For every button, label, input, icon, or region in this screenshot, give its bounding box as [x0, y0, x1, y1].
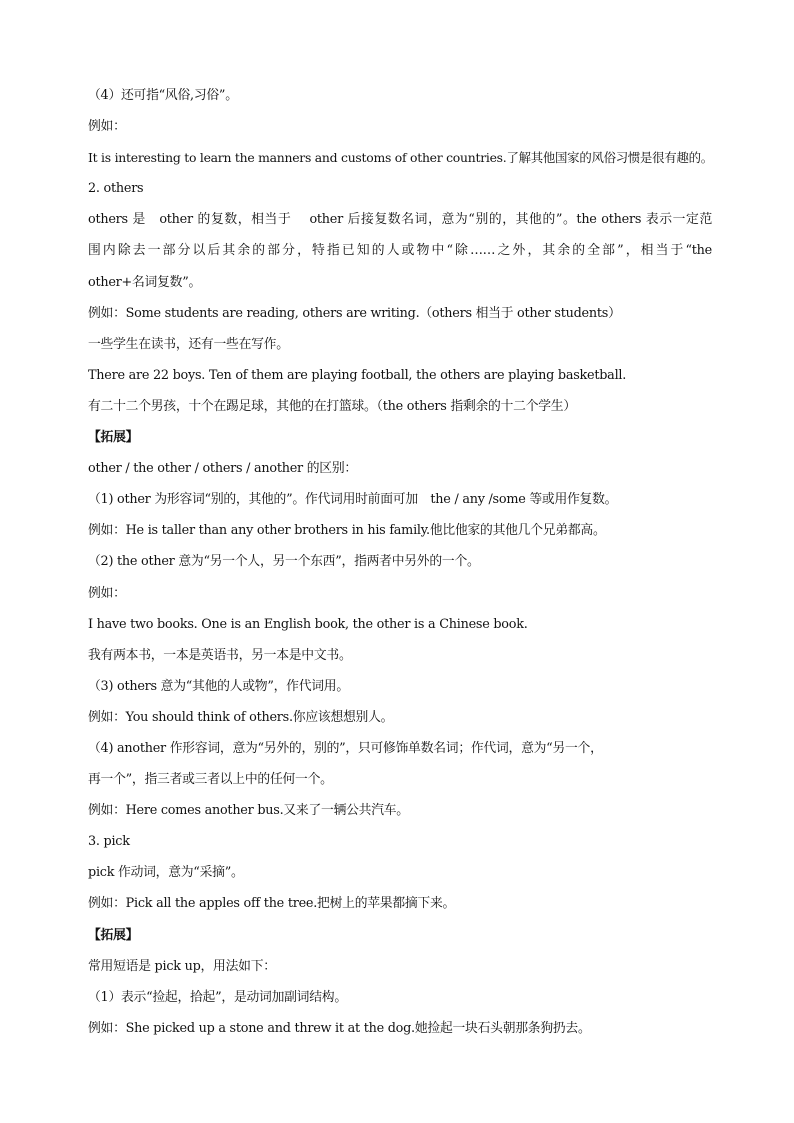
document-page — [88, 80, 712, 1044]
text-line: （2) the other 意为“另一个人，另一个东西”，指两者中另外的一个。 — [88, 554, 480, 570]
text-line: 我有两本书，一本是英语书，另一本是中文书。 — [88, 647, 352, 663]
text-line: 例如：She picked up a stone and threw it at the dog.她捡起一块石头朝那条狗扔去。 — [88, 1020, 591, 1036]
text-line: （1）表示“捡起，拾起”，是动词加副词结构。 — [88, 989, 347, 1005]
text-line: （4）还可指“风俗,习俗”。 — [88, 88, 238, 103]
text-line: （3) others 意为“其他的人或物”，作代词用。 — [88, 678, 349, 694]
section-heading: 3. pick — [88, 834, 130, 850]
text-line: 围内除去一部分以后其余的部分，特指已知的人或物中“除……之外，其余的全部”，相当于“the — [88, 243, 712, 259]
extension-heading: 【拓展】 — [88, 927, 139, 943]
text-line: others 是 other 的复数，相当于 other 后接复数名词，意为“别的，其他的”。the others 表示一定范 — [88, 212, 712, 228]
section-heading: 2. others — [88, 181, 144, 197]
text-line: I have two books. One is an English book, the other is a Chinese book. — [88, 616, 528, 632]
text-line: 一些学生在读书，还有一些在写作。 — [88, 336, 289, 352]
text-line: （4) another 作形容词，意为“另外的，别的”，只可修饰单数名词；作代词，意为“另一个， — [88, 740, 603, 756]
text-line: 例如：Some students are reading, others are writing.（others 相当于 other students） — [88, 305, 621, 321]
extension-heading: 【拓展】 — [88, 430, 139, 446]
text-line: 再一个”，指三者或三者以上中的任何一个。 — [88, 772, 333, 788]
text-line: pick 作动词，意为“采摘”。 — [88, 865, 244, 881]
text-line: 例如：He is taller than any other brothers in his family.他比他家的其他几个兄弟都高。 — [88, 523, 606, 539]
text-line: 有二十二个男孩，十个在踢足球，其他的在打篮球。（the others 指剩余的十二个学生） — [88, 398, 576, 414]
text-line: other / the other / others / another 的区别： — [88, 461, 357, 477]
text-line: （1) other 为形容词“别的，其他的”。作代词用时前面可加 the / any /some 等或用作复数。 — [88, 492, 618, 508]
text-line: 例如： — [88, 119, 126, 135]
text-line: 例如：You should think of others.你应该想想别人。 — [88, 709, 394, 725]
text-line: 例如：Here comes another bus.又来了一辆公共汽车。 — [88, 803, 409, 819]
text-line: 例如：Pick all the apples off the tree.把树上的苹果都摘下来。 — [88, 896, 456, 912]
text-line: 例如： — [88, 585, 126, 601]
text-line: There are 22 boys. Ten of them are playing football, the others are playing basketball. — [88, 367, 627, 383]
text-line: other+名词复数”。 — [88, 274, 202, 290]
text-line: 常用短语是 pick up，用法如下： — [88, 958, 276, 974]
text-line: It is interesting to learn the manners and customs of other countries.了解其他国家的风俗习惯是很有趣的。 — [88, 150, 713, 166]
